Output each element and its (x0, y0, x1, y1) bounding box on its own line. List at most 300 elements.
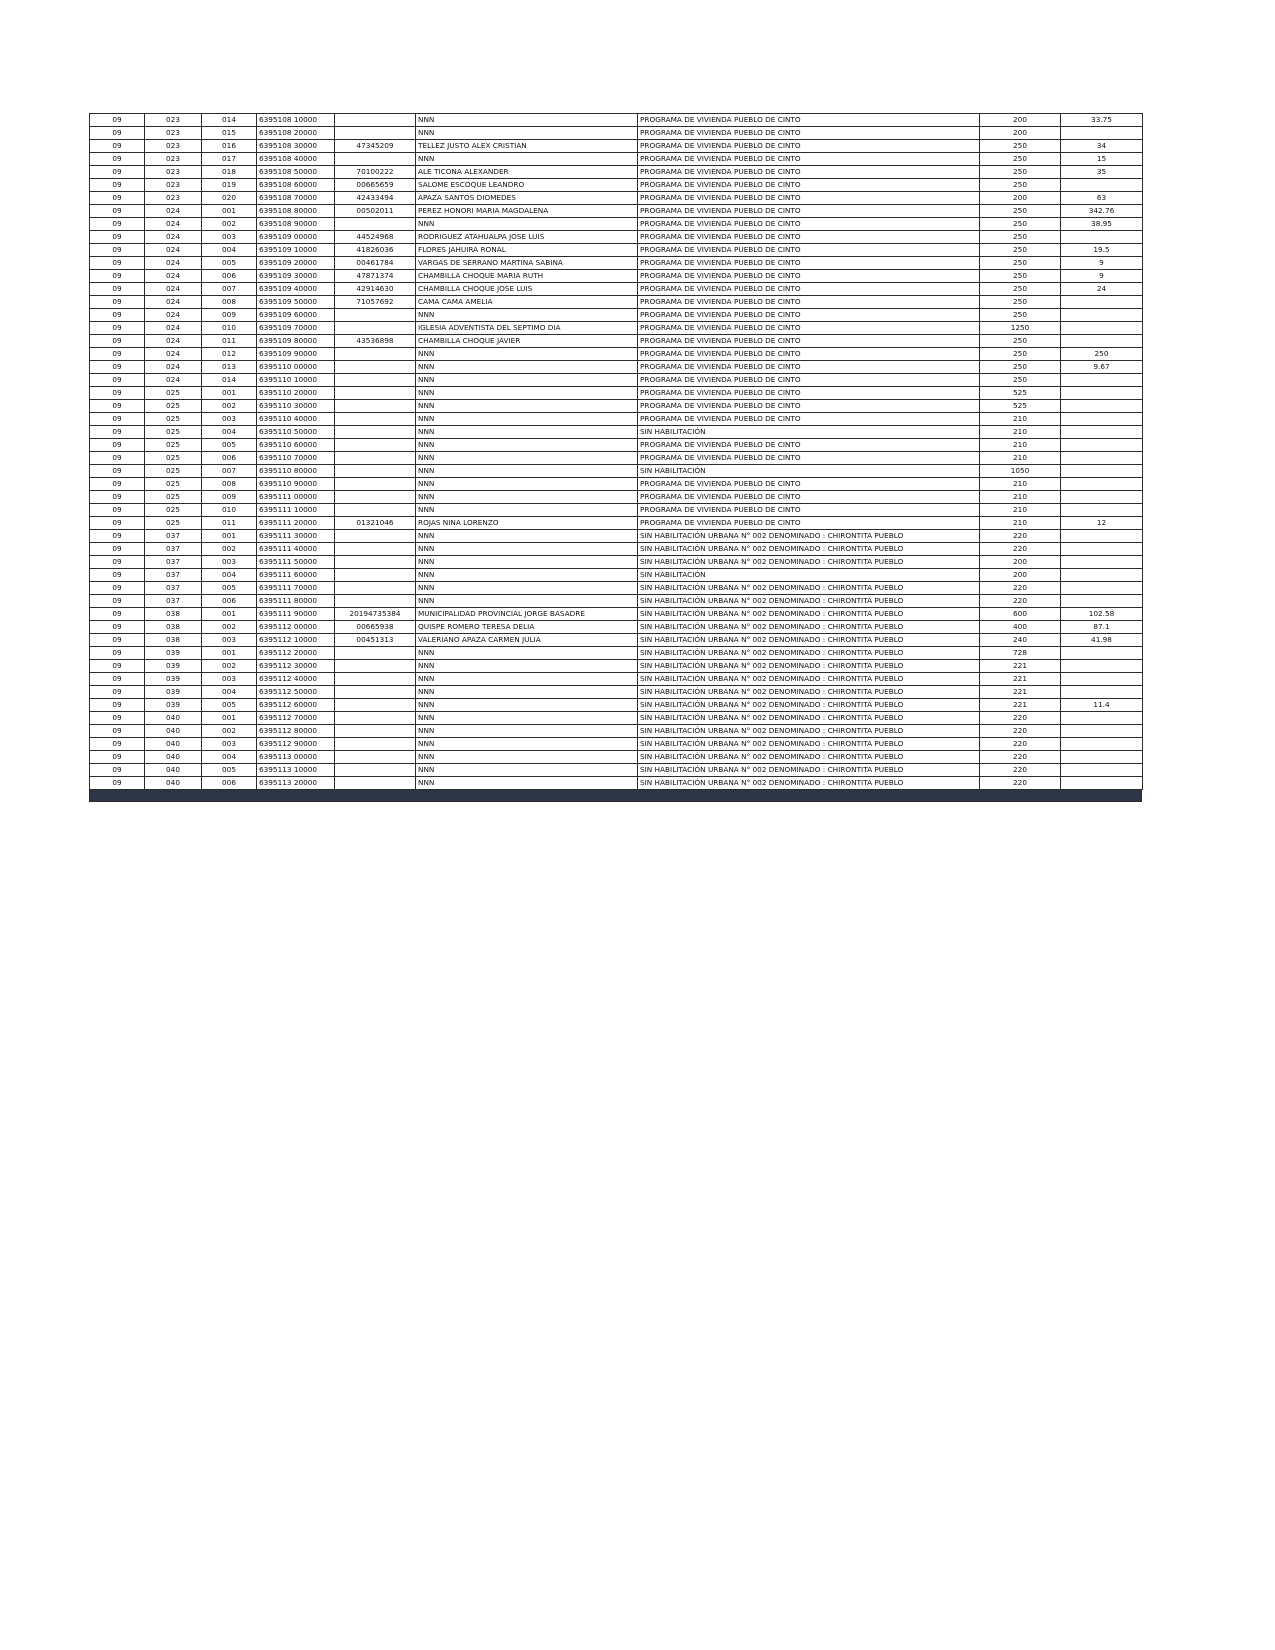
code-cell: 6395111 90000 (257, 608, 335, 621)
value-cell (1061, 478, 1143, 491)
area-cell: 220 (980, 777, 1061, 790)
sector-cell: 09 (90, 595, 145, 608)
sector-cell: 09 (90, 686, 145, 699)
value-cell (1061, 686, 1143, 699)
habilitation-cell: PROGRAMA DE VIVIENDA PUEBLO DE CINTO (638, 335, 980, 348)
code-cell: 6395108 40000 (257, 153, 335, 166)
owner-cell: NNN (416, 738, 638, 751)
block-cell: 024 (145, 335, 202, 348)
table-row (90, 543, 1143, 556)
lot-cell: 020 (202, 192, 257, 205)
area-cell: 220 (980, 595, 1061, 608)
area-cell: 250 (980, 231, 1061, 244)
table-row (90, 569, 1143, 582)
lot-cell: 003 (202, 231, 257, 244)
lot-cell: 005 (202, 582, 257, 595)
area-cell: 220 (980, 738, 1061, 751)
table-row (90, 764, 1143, 777)
area-cell: 250 (980, 140, 1061, 153)
table-row (90, 686, 1143, 699)
area-cell: 250 (980, 296, 1061, 309)
lot-cell: 001 (202, 205, 257, 218)
lot-cell: 002 (202, 621, 257, 634)
sector-cell: 09 (90, 413, 145, 426)
code-cell: 6395108 20000 (257, 127, 335, 140)
habilitation-cell: SIN HABILITACIÓN URBANA N° 002 DENOMINADO : CHIRONTITA PUEBLO (638, 582, 980, 595)
area-cell: 221 (980, 686, 1061, 699)
id-cell (335, 543, 416, 556)
area-cell: 1050 (980, 465, 1061, 478)
habilitation-cell: SIN HABILITACIÓN (638, 465, 980, 478)
table-row (90, 517, 1143, 530)
code-cell: 6395109 10000 (257, 244, 335, 257)
sector-cell: 09 (90, 322, 145, 335)
owner-cell: NNN (416, 491, 638, 504)
id-cell (335, 478, 416, 491)
sector-cell: 09 (90, 751, 145, 764)
block-cell: 040 (145, 777, 202, 790)
id-cell (335, 647, 416, 660)
id-cell: 00665659 (335, 179, 416, 192)
table-row (90, 452, 1143, 465)
sector-cell: 09 (90, 348, 145, 361)
value-cell (1061, 712, 1143, 725)
value-cell: 63 (1061, 192, 1143, 205)
value-cell (1061, 660, 1143, 673)
code-cell: 6395112 80000 (257, 725, 335, 738)
value-cell (1061, 426, 1143, 439)
sector-cell: 09 (90, 738, 145, 751)
table-row (90, 192, 1143, 205)
sector-cell: 09 (90, 257, 145, 270)
id-cell (335, 153, 416, 166)
habilitation-cell: SIN HABILITACIÓN URBANA N° 002 DENOMINADO : CHIRONTITA PUEBLO (638, 712, 980, 725)
habilitation-cell: PROGRAMA DE VIVIENDA PUEBLO DE CINTO (638, 348, 980, 361)
sector-cell: 09 (90, 166, 145, 179)
habilitation-cell: PROGRAMA DE VIVIENDA PUEBLO DE CINTO (638, 504, 980, 517)
sector-cell: 09 (90, 179, 145, 192)
sector-cell: 09 (90, 439, 145, 452)
code-cell: 6395111 50000 (257, 556, 335, 569)
code-cell: 6395112 00000 (257, 621, 335, 634)
lot-cell: 003 (202, 634, 257, 647)
sector-cell: 09 (90, 374, 145, 387)
table-row (90, 608, 1143, 621)
code-cell: 6395111 60000 (257, 569, 335, 582)
sector-cell: 09 (90, 192, 145, 205)
area-cell: 210 (980, 413, 1061, 426)
owner-cell: NNN (416, 660, 638, 673)
lot-cell: 002 (202, 660, 257, 673)
block-cell: 040 (145, 712, 202, 725)
sector-cell: 09 (90, 426, 145, 439)
code-cell: 6395110 50000 (257, 426, 335, 439)
lot-cell: 014 (202, 374, 257, 387)
table-row (90, 179, 1143, 192)
value-cell (1061, 582, 1143, 595)
lot-cell: 005 (202, 257, 257, 270)
code-cell: 6395108 70000 (257, 192, 335, 205)
value-cell (1061, 777, 1143, 790)
table-row (90, 426, 1143, 439)
value-cell (1061, 530, 1143, 543)
id-cell (335, 452, 416, 465)
lot-cell: 006 (202, 270, 257, 283)
area-cell: 200 (980, 114, 1061, 127)
block-cell: 024 (145, 374, 202, 387)
owner-cell: CAMA CAMA AMELIA (416, 296, 638, 309)
habilitation-cell: PROGRAMA DE VIVIENDA PUEBLO DE CINTO (638, 127, 980, 140)
id-cell (335, 114, 416, 127)
block-cell: 024 (145, 205, 202, 218)
lot-cell: 004 (202, 751, 257, 764)
table-row (90, 218, 1143, 231)
code-cell: 6395112 10000 (257, 634, 335, 647)
lot-cell: 014 (202, 114, 257, 127)
block-cell: 040 (145, 751, 202, 764)
area-cell: 250 (980, 244, 1061, 257)
code-cell: 6395113 00000 (257, 751, 335, 764)
id-cell: 42914630 (335, 283, 416, 296)
lot-cell: 001 (202, 387, 257, 400)
table-row (90, 348, 1143, 361)
block-cell: 037 (145, 569, 202, 582)
value-cell: 24 (1061, 283, 1143, 296)
sector-cell: 09 (90, 491, 145, 504)
id-cell (335, 725, 416, 738)
id-cell (335, 465, 416, 478)
lot-cell: 004 (202, 244, 257, 257)
area-cell: 600 (980, 608, 1061, 621)
habilitation-cell: SIN HABILITACIÓN URBANA N° 002 DENOMINADO : CHIRONTITA PUEBLO (638, 530, 980, 543)
code-cell: 6395109 90000 (257, 348, 335, 361)
owner-cell: VALERIANO APAZA CARMEN JULIA (416, 634, 638, 647)
value-cell (1061, 335, 1143, 348)
table-row (90, 491, 1143, 504)
lot-cell: 001 (202, 530, 257, 543)
lot-cell: 019 (202, 179, 257, 192)
table-row (90, 595, 1143, 608)
id-cell (335, 673, 416, 686)
owner-cell: NNN (416, 556, 638, 569)
id-cell (335, 374, 416, 387)
habilitation-cell: SIN HABILITACIÓN URBANA N° 002 DENOMINADO : CHIRONTITA PUEBLO (638, 621, 980, 634)
lot-cell: 006 (202, 595, 257, 608)
owner-cell: NNN (416, 582, 638, 595)
habilitation-cell: SIN HABILITACIÓN URBANA N° 002 DENOMINADO : CHIRONTITA PUEBLO (638, 751, 980, 764)
id-cell (335, 569, 416, 582)
id-cell (335, 387, 416, 400)
owner-cell: NNN (416, 400, 638, 413)
sector-cell: 09 (90, 517, 145, 530)
id-cell: 00665938 (335, 621, 416, 634)
owner-cell: NNN (416, 387, 638, 400)
code-cell: 6395110 30000 (257, 400, 335, 413)
owner-cell: NNN (416, 777, 638, 790)
habilitation-cell: PROGRAMA DE VIVIENDA PUEBLO DE CINTO (638, 517, 980, 530)
area-cell: 200 (980, 569, 1061, 582)
value-cell (1061, 556, 1143, 569)
sector-cell: 09 (90, 582, 145, 595)
habilitation-cell: SIN HABILITACIÓN URBANA N° 002 DENOMINADO : CHIRONTITA PUEBLO (638, 699, 980, 712)
area-cell: 525 (980, 387, 1061, 400)
sector-cell: 09 (90, 140, 145, 153)
owner-cell: NNN (416, 426, 638, 439)
block-cell: 037 (145, 582, 202, 595)
sector-cell: 09 (90, 543, 145, 556)
table-row (90, 712, 1143, 725)
lot-cell: 008 (202, 296, 257, 309)
sector-cell: 09 (90, 478, 145, 491)
table-row (90, 478, 1143, 491)
block-cell: 024 (145, 348, 202, 361)
code-cell: 6395108 90000 (257, 218, 335, 231)
value-cell: 87.1 (1061, 621, 1143, 634)
table-row (90, 374, 1143, 387)
habilitation-cell: SIN HABILITACIÓN URBANA N° 002 DENOMINADO : CHIRONTITA PUEBLO (638, 543, 980, 556)
id-cell (335, 530, 416, 543)
block-cell: 025 (145, 452, 202, 465)
block-cell: 024 (145, 309, 202, 322)
table-row (90, 205, 1143, 218)
owner-cell: MUNICIPALIDAD PROVINCIAL JORGE BASADRE (416, 608, 638, 621)
value-cell: 34 (1061, 140, 1143, 153)
habilitation-cell: PROGRAMA DE VIVIENDA PUEBLO DE CINTO (638, 270, 980, 283)
habilitation-cell: SIN HABILITACIÓN URBANA N° 002 DENOMINADO : CHIRONTITA PUEBLO (638, 725, 980, 738)
sector-cell: 09 (90, 296, 145, 309)
lot-cell: 003 (202, 556, 257, 569)
value-cell: 33.75 (1061, 114, 1143, 127)
lot-cell: 009 (202, 491, 257, 504)
lot-cell: 017 (202, 153, 257, 166)
sector-cell: 09 (90, 699, 145, 712)
lot-cell: 005 (202, 764, 257, 777)
code-cell: 6395111 40000 (257, 543, 335, 556)
area-cell: 250 (980, 283, 1061, 296)
owner-cell: ROJAS NINA LORENZO (416, 517, 638, 530)
area-cell: 220 (980, 530, 1061, 543)
table-row (90, 309, 1143, 322)
owner-cell: NNN (416, 725, 638, 738)
value-cell: 102.58 (1061, 608, 1143, 621)
block-cell: 024 (145, 244, 202, 257)
table-row (90, 751, 1143, 764)
value-cell (1061, 738, 1143, 751)
lot-cell: 012 (202, 348, 257, 361)
id-cell: 71057692 (335, 296, 416, 309)
habilitation-cell: SIN HABILITACIÓN URBANA N° 002 DENOMINADO : CHIRONTITA PUEBLO (638, 686, 980, 699)
block-cell: 039 (145, 699, 202, 712)
owner-cell: CHAMBILLA CHOQUE MARIA RUTH (416, 270, 638, 283)
sector-cell: 09 (90, 387, 145, 400)
table-row (90, 647, 1143, 660)
lot-cell: 006 (202, 452, 257, 465)
code-cell: 6395111 80000 (257, 595, 335, 608)
area-cell: 250 (980, 179, 1061, 192)
lot-cell: 004 (202, 426, 257, 439)
table-row (90, 114, 1143, 127)
lot-cell: 002 (202, 400, 257, 413)
table-row (90, 270, 1143, 283)
code-cell: 6395111 00000 (257, 491, 335, 504)
habilitation-cell: SIN HABILITACIÓN (638, 569, 980, 582)
habilitation-cell: SIN HABILITACIÓN URBANA N° 002 DENOMINADO : CHIRONTITA PUEBLO (638, 777, 980, 790)
area-cell: 220 (980, 764, 1061, 777)
lot-cell: 003 (202, 738, 257, 751)
owner-cell: NNN (416, 530, 638, 543)
habilitation-cell: PROGRAMA DE VIVIENDA PUEBLO DE CINTO (638, 309, 980, 322)
lot-cell: 004 (202, 569, 257, 582)
code-cell: 6395110 00000 (257, 361, 335, 374)
block-cell: 025 (145, 387, 202, 400)
code-cell: 6395110 90000 (257, 478, 335, 491)
lot-cell: 005 (202, 699, 257, 712)
block-cell: 039 (145, 647, 202, 660)
area-cell: 200 (980, 127, 1061, 140)
value-cell: 11.4 (1061, 699, 1143, 712)
owner-cell: NNN (416, 504, 638, 517)
table-row (90, 153, 1143, 166)
area-cell: 250 (980, 335, 1061, 348)
sector-cell: 09 (90, 114, 145, 127)
code-cell: 6395109 00000 (257, 231, 335, 244)
value-cell (1061, 673, 1143, 686)
id-cell (335, 582, 416, 595)
area-cell: 210 (980, 517, 1061, 530)
code-cell: 6395109 70000 (257, 322, 335, 335)
block-cell: 023 (145, 192, 202, 205)
area-cell: 250 (980, 166, 1061, 179)
block-cell: 025 (145, 491, 202, 504)
habilitation-cell: PROGRAMA DE VIVIENDA PUEBLO DE CINTO (638, 361, 980, 374)
table-row (90, 634, 1143, 647)
area-cell: 221 (980, 673, 1061, 686)
owner-cell: CHAMBILLA CHOQUE JAVIER (416, 335, 638, 348)
value-cell (1061, 322, 1143, 335)
area-cell: 210 (980, 478, 1061, 491)
value-cell: 41.98 (1061, 634, 1143, 647)
area-cell: 250 (980, 361, 1061, 374)
table-row (90, 699, 1143, 712)
value-cell (1061, 296, 1143, 309)
owner-cell: NNN (416, 439, 638, 452)
owner-cell: PEREZ HONORI MARIA MAGDALENA (416, 205, 638, 218)
block-cell: 025 (145, 478, 202, 491)
area-cell: 200 (980, 192, 1061, 205)
code-cell: 6395108 30000 (257, 140, 335, 153)
owner-cell: NNN (416, 543, 638, 556)
owner-cell: NNN (416, 673, 638, 686)
value-cell (1061, 465, 1143, 478)
id-cell (335, 764, 416, 777)
owner-cell: SALOME ESCOQUE LEANDRO (416, 179, 638, 192)
code-cell: 6395110 70000 (257, 452, 335, 465)
area-cell: 210 (980, 491, 1061, 504)
habilitation-cell: SIN HABILITACIÓN URBANA N° 002 DENOMINADO : CHIRONTITA PUEBLO (638, 673, 980, 686)
habilitation-cell: PROGRAMA DE VIVIENDA PUEBLO DE CINTO (638, 387, 980, 400)
table-row (90, 439, 1143, 452)
area-cell: 240 (980, 634, 1061, 647)
owner-cell: CHAMBILLA CHOQUE JOSE LUIS (416, 283, 638, 296)
habilitation-cell: SIN HABILITACIÓN URBANA N° 002 DENOMINADO : CHIRONTITA PUEBLO (638, 660, 980, 673)
table-row (90, 530, 1143, 543)
owner-cell: NNN (416, 569, 638, 582)
code-cell: 6395108 80000 (257, 205, 335, 218)
lot-cell: 006 (202, 777, 257, 790)
block-cell: 039 (145, 673, 202, 686)
code-cell: 6395112 50000 (257, 686, 335, 699)
block-cell: 024 (145, 257, 202, 270)
habilitation-cell: PROGRAMA DE VIVIENDA PUEBLO DE CINTO (638, 140, 980, 153)
owner-cell: NNN (416, 764, 638, 777)
sector-cell: 09 (90, 127, 145, 140)
value-cell (1061, 751, 1143, 764)
id-cell (335, 491, 416, 504)
value-cell: 9 (1061, 257, 1143, 270)
area-cell: 250 (980, 270, 1061, 283)
lot-cell: 015 (202, 127, 257, 140)
block-cell: 024 (145, 218, 202, 231)
block-cell: 024 (145, 322, 202, 335)
area-cell: 220 (980, 582, 1061, 595)
area-cell: 728 (980, 647, 1061, 660)
sector-cell: 09 (90, 452, 145, 465)
habilitation-cell: PROGRAMA DE VIVIENDA PUEBLO DE CINTO (638, 478, 980, 491)
sector-cell: 09 (90, 777, 145, 790)
code-cell: 6395111 30000 (257, 530, 335, 543)
block-cell: 025 (145, 517, 202, 530)
id-cell (335, 413, 416, 426)
id-cell: 70100222 (335, 166, 416, 179)
id-cell (335, 400, 416, 413)
lot-cell: 016 (202, 140, 257, 153)
lot-cell: 005 (202, 439, 257, 452)
sector-cell: 09 (90, 569, 145, 582)
owner-cell: NNN (416, 686, 638, 699)
area-cell: 200 (980, 556, 1061, 569)
id-cell (335, 361, 416, 374)
habilitation-cell: PROGRAMA DE VIVIENDA PUEBLO DE CINTO (638, 413, 980, 426)
sector-cell: 09 (90, 309, 145, 322)
block-cell: 024 (145, 270, 202, 283)
habilitation-cell: PROGRAMA DE VIVIENDA PUEBLO DE CINTO (638, 231, 980, 244)
owner-cell: NNN (416, 699, 638, 712)
id-cell (335, 738, 416, 751)
lot-cell: 001 (202, 608, 257, 621)
block-cell: 025 (145, 426, 202, 439)
table-row (90, 387, 1143, 400)
block-cell: 039 (145, 686, 202, 699)
code-cell: 6395109 20000 (257, 257, 335, 270)
value-cell (1061, 725, 1143, 738)
block-cell: 038 (145, 608, 202, 621)
table-row (90, 127, 1143, 140)
value-cell (1061, 504, 1143, 517)
lot-cell: 008 (202, 478, 257, 491)
spreadsheet-page (89, 113, 1142, 802)
area-cell: 250 (980, 218, 1061, 231)
sector-cell: 09 (90, 244, 145, 257)
lot-cell: 003 (202, 673, 257, 686)
sector-cell: 09 (90, 673, 145, 686)
id-cell (335, 686, 416, 699)
area-cell: 220 (980, 725, 1061, 738)
value-cell: 19.5 (1061, 244, 1143, 257)
block-cell: 037 (145, 543, 202, 556)
owner-cell: IGLESIA ADVENTISTA DEL SEPTIMO DIA (416, 322, 638, 335)
id-cell (335, 556, 416, 569)
value-cell: 9.67 (1061, 361, 1143, 374)
